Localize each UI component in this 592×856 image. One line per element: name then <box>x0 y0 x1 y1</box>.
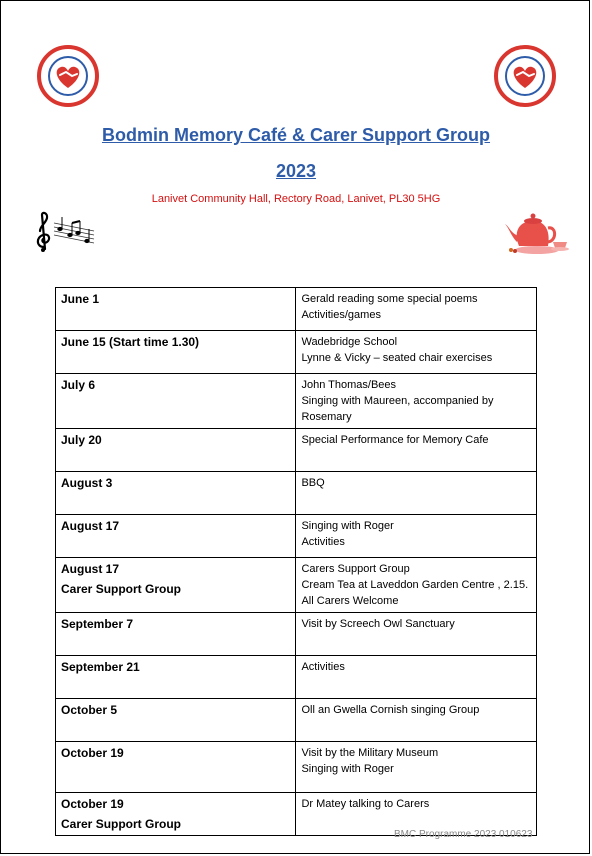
event-details-cell <box>296 699 537 742</box>
event-details-cell <box>296 558 537 613</box>
event-date: Carer Support Group <box>61 582 182 596</box>
event-details-cell <box>296 515 537 558</box>
music-notes-icon <box>32 211 96 253</box>
footer-reference: BMC Programme 2023 010623 <box>394 829 533 840</box>
event-date: July 20 <box>61 433 102 447</box>
event-detail: John Thomas/Bees <box>301 379 397 391</box>
page-year: 2023 <box>275 161 317 181</box>
page-title: Bodmin Memory Café & Carer Support Group <box>101 125 491 145</box>
event-details-cell <box>296 472 537 515</box>
event-details-cell <box>296 613 537 656</box>
table-row <box>56 515 537 558</box>
event-detail: Gerald reading some special poems <box>301 293 478 305</box>
event-date-cell <box>56 472 296 515</box>
event-detail: Cream Tea at Laveddon Garden Centre , 2.15. All Carers Welcome <box>301 579 529 607</box>
event-date: Carer Support Group <box>61 817 182 831</box>
event-date: July 6 <box>61 378 96 392</box>
event-detail: Lynne & Vicky – seated chair exercises <box>301 352 493 364</box>
event-date: September 7 <box>61 617 134 631</box>
event-detail: Carers Support Group <box>301 563 410 575</box>
event-date: June 1 <box>61 292 100 306</box>
event-date-cell <box>56 374 296 429</box>
venue-address: Lanivet Community Hall, Rectory Road, Lanivet, PL30 5HG <box>151 193 441 205</box>
teapot-icon <box>501 206 573 256</box>
event-date: October 19 <box>61 797 124 811</box>
table-row <box>56 331 537 374</box>
event-detail: Singing with Maureen, accompanied by Rosemary <box>301 395 494 423</box>
event-date: June 15 (Start time 1.30) <box>61 335 200 349</box>
event-date-cell <box>56 699 296 742</box>
event-date-cell <box>56 288 296 331</box>
table-row <box>56 656 537 699</box>
event-details-cell <box>296 374 537 429</box>
event-date: August 17 <box>61 562 120 576</box>
table-row <box>56 613 537 656</box>
event-detail: BBQ <box>301 477 325 489</box>
event-date-cell <box>56 558 296 613</box>
event-detail: Visit by the Military Museum <box>301 747 439 759</box>
event-date-cell <box>56 515 296 558</box>
table-row <box>56 429 537 472</box>
event-detail: Singing with Roger <box>301 520 394 532</box>
schedule-table <box>55 287 537 836</box>
event-date: August 17 <box>61 519 120 533</box>
event-date-cell <box>56 656 296 699</box>
event-details-cell <box>296 656 537 699</box>
event-detail: Wadebridge School <box>301 336 398 348</box>
table-row <box>56 558 537 613</box>
table-row <box>56 699 537 742</box>
event-date: October 5 <box>61 703 118 717</box>
event-detail: Activities <box>301 536 345 548</box>
cornwall-memory-cafe-logo-left <box>37 45 99 107</box>
event-detail: Activities/games <box>301 309 381 321</box>
event-detail: Special Performance for Memory Cafe <box>301 434 489 446</box>
event-details-cell <box>296 288 537 331</box>
event-date: August 3 <box>61 476 113 490</box>
table-row <box>56 742 537 793</box>
event-date-cell <box>56 429 296 472</box>
event-date-cell <box>56 793 296 836</box>
event-detail: Activities <box>301 661 345 673</box>
table-row <box>56 374 537 429</box>
event-details-cell <box>296 429 537 472</box>
cornwall-memory-cafe-logo-right <box>494 45 556 107</box>
table-row <box>56 472 537 515</box>
event-detail: Visit by Screech Owl Sanctuary <box>301 618 455 630</box>
event-detail: Singing with Roger <box>301 763 394 775</box>
event-date: October 19 <box>61 746 124 760</box>
event-date-cell <box>56 613 296 656</box>
event-date-cell <box>56 742 296 793</box>
event-date: September 21 <box>61 660 140 674</box>
table-row <box>56 288 537 331</box>
event-details-cell <box>296 331 537 374</box>
event-detail: Oll an Gwella Cornish singing Group <box>301 704 480 716</box>
event-detail: Dr Matey talking to Carers <box>301 798 430 810</box>
event-date-cell <box>56 331 296 374</box>
event-details-cell <box>296 742 537 793</box>
